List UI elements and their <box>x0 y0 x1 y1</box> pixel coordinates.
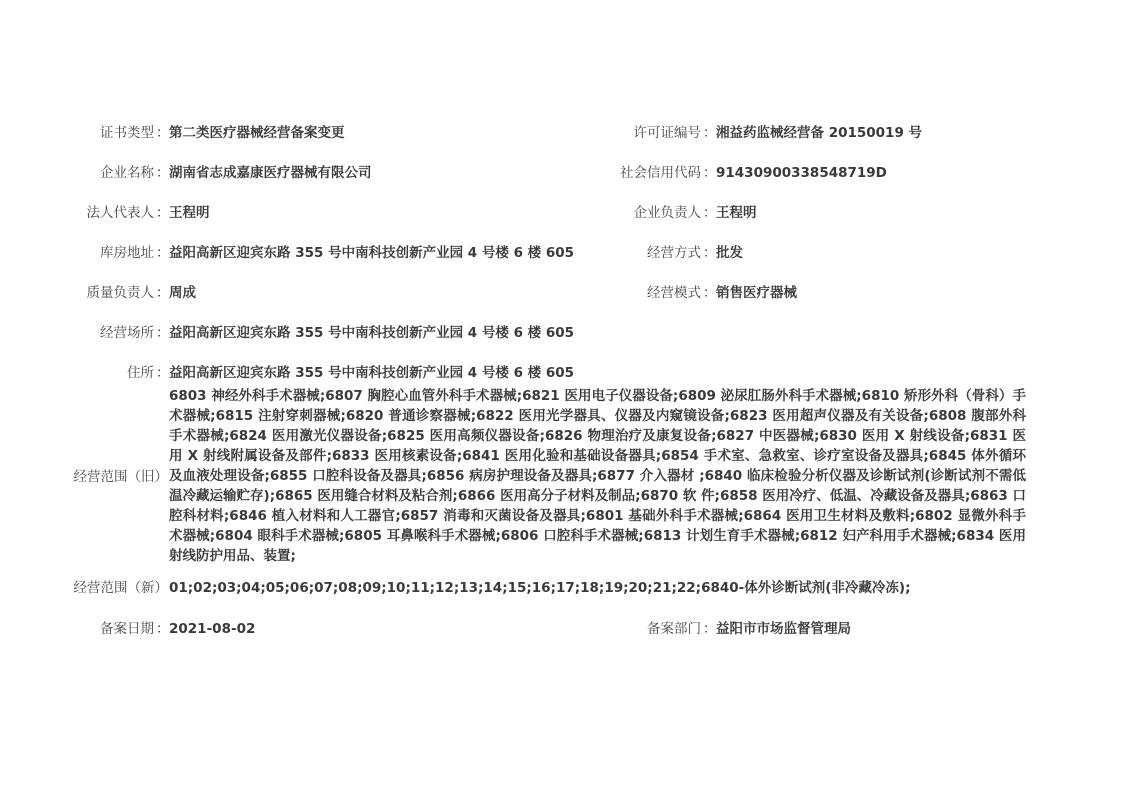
row-company-name <box>0 162 1122 184</box>
biz-site-label: 经营场所 <box>100 325 154 341</box>
row-biz-site <box>0 322 1122 344</box>
colon: ： <box>703 245 717 261</box>
residence-label: 住所 <box>127 365 154 381</box>
company-head-value: 王程明 <box>716 205 757 221</box>
colon: ： <box>156 621 170 637</box>
biz-model-value: 销售医疗器械 <box>716 285 797 301</box>
colon: ： <box>703 285 717 301</box>
license-no-label: 许可证编号 <box>633 125 701 141</box>
row-legal-rep <box>0 202 1122 224</box>
filing-dept-value: 益阳市市场监督管理局 <box>716 621 851 637</box>
row-filing <box>0 618 1122 640</box>
biz-mode-label: 经营方式 <box>647 245 701 261</box>
colon: ： <box>703 205 717 221</box>
residence-value: 益阳高新区迎宾东路 355 号中南科技创新产业园 4 号楼 6 楼 605 <box>169 365 575 381</box>
company-name-value: 湖南省志成嘉康医疗器械有限公司 <box>169 165 372 181</box>
cert-type-label: 证书类型 <box>100 125 154 141</box>
quality-head-value: 周成 <box>169 285 196 301</box>
scope-new-value: 01;02;03;04;05;06;07;08;09;10;11;12;13;14;15;16;17;18;19;20;21;22;6840-体外诊断试剂(非冷藏冷冻); <box>169 580 911 596</box>
colon: ： <box>703 125 717 141</box>
row-warehouse <box>0 242 1122 264</box>
warehouse-value: 益阳高新区迎宾东路 355 号中南科技创新产业园 4 号楼 6 楼 605 <box>169 245 575 261</box>
colon: ： <box>156 365 170 381</box>
row-scope-old-label <box>0 466 169 488</box>
colon: ： <box>703 621 717 637</box>
colon: ： <box>703 165 717 181</box>
scope-new-label: 经营范围（新） <box>73 580 168 596</box>
credit-code-value: 91430900338548719D <box>716 165 887 181</box>
warehouse-label: 库房地址 <box>100 245 154 261</box>
colon: ： <box>156 205 170 221</box>
row-scope-new <box>0 577 1122 599</box>
colon: ： <box>156 165 170 181</box>
legal-rep-label: 法人代表人 <box>86 205 154 221</box>
legal-rep-value: 王程明 <box>169 205 210 221</box>
colon: ： <box>156 125 170 141</box>
filing-date-label: 备案日期 <box>100 621 154 637</box>
license-no-value: 湘益药监械经营备 20150019 号 <box>716 125 923 141</box>
biz-site-value: 益阳高新区迎宾东路 355 号中南科技创新产业园 4 号楼 6 楼 605 <box>169 325 575 341</box>
scope-old-value: 6803 神经外科手术器械;6807 胸腔心血管外科手术器械;6821 医用电子仪器设备;6809 泌尿肛肠外科手术器械;6810 矫形外科（骨科）手术器械;6815 注射穿刺器械;6820 普通诊察器械;6822 医用光学器具、仪器及内窥镜设备;6823 医用超声仪器及有关设备;6808 腹部外科手术器械;6824 医用激光仪器设备;6825 医用高频仪器设备;6826 物理治疗及康复设备;6827 中医器械;6830 医用 X 射线设备;6831 医用 X 射线附属设备及部件;6833 医用核素设备;6841 医用化验和基础设备器具;6854 手术室、急救室、诊疗室设备及器具;6845 体外循环及血液处理设备;6855 口腔科设备及器具;6856 病房护理设备及器具;6877 介入器材 ;6840 临床检验分析仪器及诊断试剂(诊断试剂不需低温冷藏运输贮存);6865 医用缝合材料及粘合剂;6866 医用高分子材料及制品;6870 软 件;6858 医用冷疗、低温、冷藏设备及器具;6863 口腔科材料;6846 植入材料和人工器官;6857 消毒和灭菌设备及器具;6801 基础外科手术器械;6864 医用卫生材料及敷料;6802 显微外科手术器械;6804 眼科手术器械;6805 耳鼻喉科手术器械;6806 口腔科手术器械;6813 计划生育手术器械;6812 妇产科用手术器械;6834 医用射线防护用品、装置; <box>169 388 1026 564</box>
company-head-label: 企业负责人 <box>633 205 701 221</box>
filing-date-value: 2021-08-02 <box>169 621 256 637</box>
colon: ： <box>156 285 170 301</box>
colon: ： <box>156 245 170 261</box>
row-quality-head <box>0 282 1122 304</box>
row-residence <box>0 362 1122 384</box>
quality-head-label: 质量负责人 <box>86 285 154 301</box>
colon: ： <box>156 325 170 341</box>
scope-old-label: 经营范围（旧） <box>73 469 168 485</box>
row-cert-type <box>0 122 1122 144</box>
cert-type-value: 第二类医疗器械经营备案变更 <box>169 125 345 141</box>
biz-model-label: 经营模式 <box>647 285 701 301</box>
biz-mode-value: 批发 <box>716 245 743 261</box>
company-name-label: 企业名称 <box>100 165 154 181</box>
credit-code-label: 社会信用代码 <box>620 165 701 181</box>
filing-dept-label: 备案部门 <box>647 621 701 637</box>
